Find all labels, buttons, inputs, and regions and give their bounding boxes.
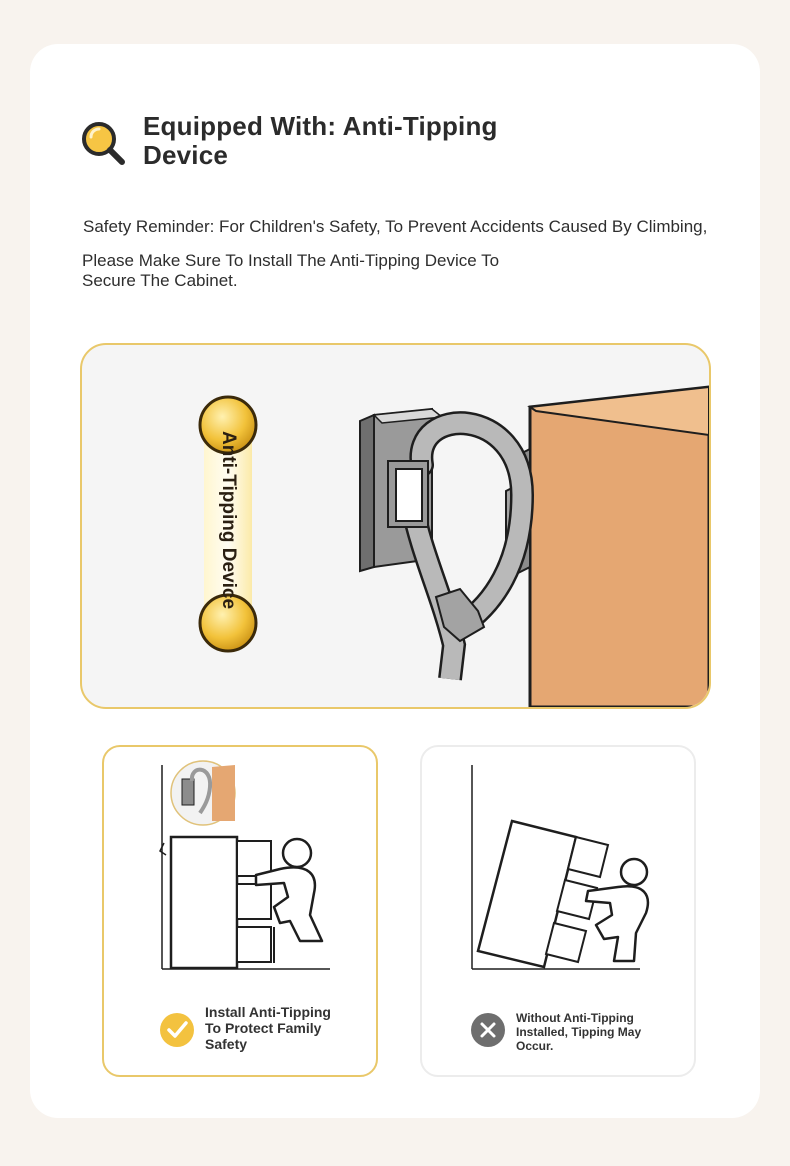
magnifier-icon [80, 120, 126, 166]
warning-caption: Without Anti-Tipping Installed, Tipping May Occur. [516, 1011, 642, 1053]
anti-tipping-strap-illustration [82, 345, 709, 707]
install-caption: Install Anti-Tipping To Protect Family Safety [205, 1004, 331, 1052]
anti-tipping-device-label: Anti-Tipping Device [218, 430, 239, 610]
reminder-line-2: Please Make Sure To Install The Anti-Tipping Device To Secure The Cabinet. [82, 251, 500, 290]
page-title: Equipped With: Anti-Tipping Device [143, 111, 498, 170]
reminder-line-1: Safety Reminder: For Children's Safety, To Prevent Accidents Caused By Climbing, [83, 217, 708, 236]
close-icon [471, 1013, 505, 1047]
check-icon [160, 1013, 194, 1047]
hero-illustration [80, 343, 711, 709]
